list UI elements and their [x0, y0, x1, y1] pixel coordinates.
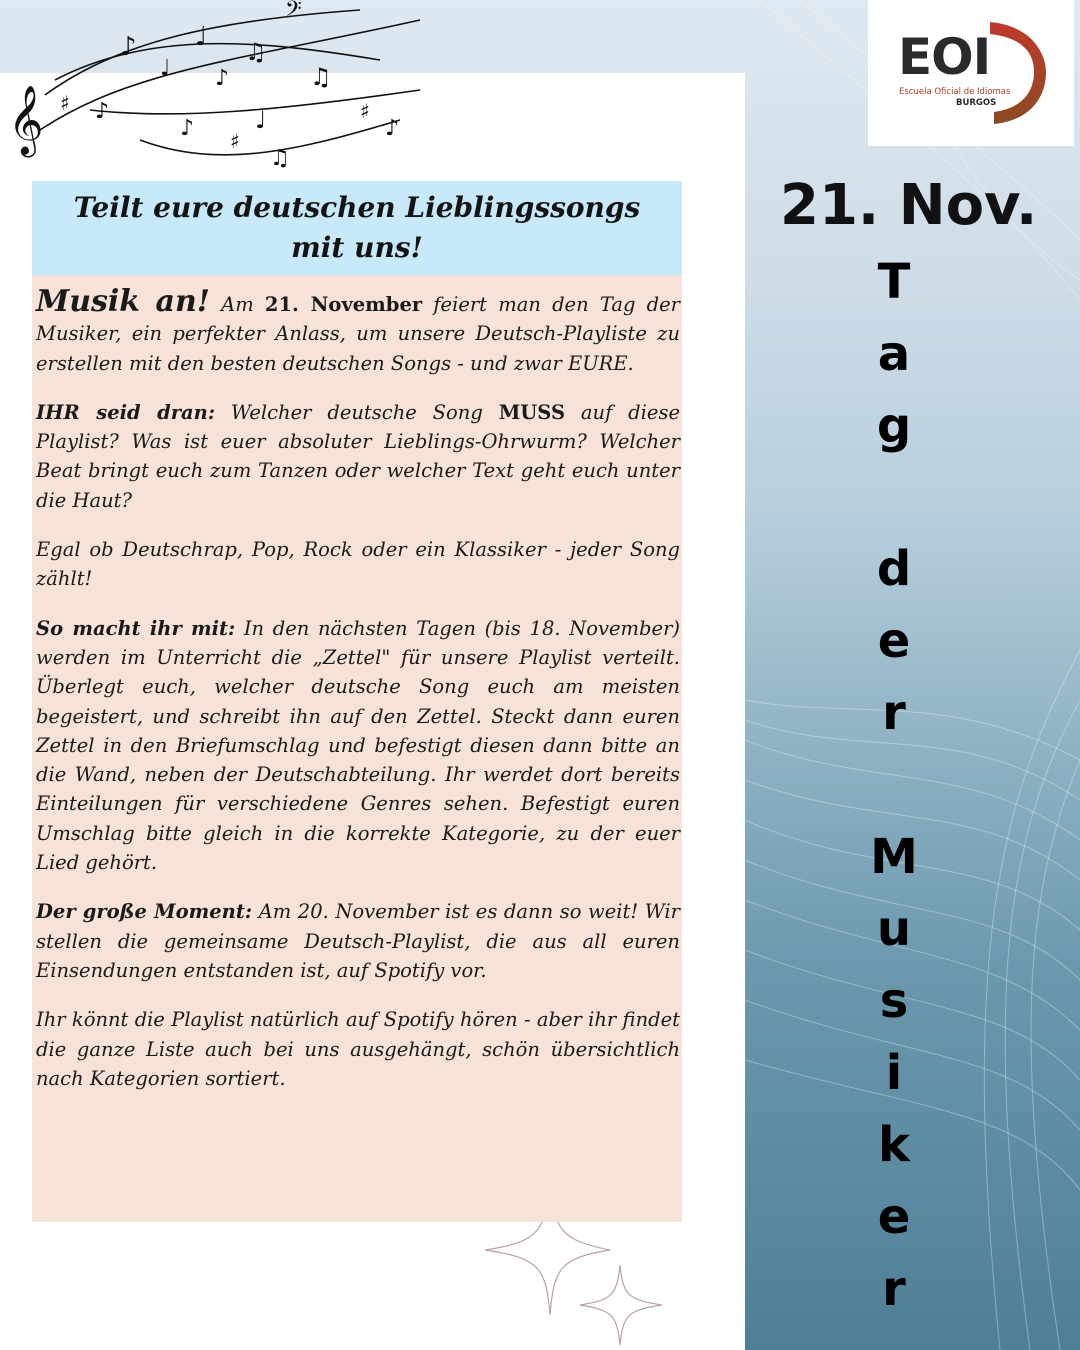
svg-text:♪: ♪	[95, 99, 110, 124]
paragraph-intro	[36, 284, 680, 378]
logo-city: BURGOS	[956, 98, 997, 108]
svg-text:♫: ♫	[310, 63, 332, 91]
text-segment: In den nächsten Tagen (bis 18. November) werden im Unterricht die „Zettel" für unsere Playlist verteilt. Überlegt euch, welcher deutsche Song euch am meisten begeistert, und schreibt ihn auf den Zettel. Steckt dann euren Zettel in den Briefumschlag und befestigt diesen dann bitte an die Wand, neben der Deutschabteilung. Ihr werdet dort bereits Einteilungen für verschiedene Genres sehen. Befestigt euren Umschlag bitte gleich in die korrekte Kategorie, zu der euer Lied gehört.	[36, 616, 681, 875]
lead-der-grosse-moment: Der große Moment:	[36, 900, 253, 924]
lead-ihr-seid-dran: IHR seid dran:	[36, 400, 216, 424]
lead-musik-an: Musik an!	[36, 284, 210, 319]
vertical-letter: r	[882, 1261, 906, 1317]
vertical-letter: e	[877, 613, 911, 669]
vertical-letter: u	[876, 901, 912, 957]
text-segment: Am 20. November ist es dann so weit! Wir stellen die gemeinsame Deutsch-Playlist, die aus all euren Einsendungen entstanden ist, auf Spotify vor.	[36, 900, 680, 982]
vertical-letter: d	[876, 541, 912, 597]
paragraph-genres	[36, 535, 680, 594]
vertical-letter: r	[882, 685, 906, 741]
paragraph-so-macht-ihr-mit	[36, 614, 680, 878]
highlight-date: 21. November	[264, 293, 423, 316]
highlight-muss: MUSS	[498, 400, 566, 424]
vertical-letter: g	[876, 398, 912, 454]
text-segment: Am	[209, 293, 265, 316]
paragraph-spotify	[36, 1005, 680, 1093]
text-segment: Ihr könnt die Playlist natürlich auf Spotify hören - aber ihr findet die ganze Liste auch bei uns ausgehängt, schön übersichtlich nach Kategorien sortiert.	[36, 1008, 680, 1090]
eoi-logo	[868, 0, 1074, 146]
vertical-letter: k	[878, 1117, 910, 1173]
lead-so-macht-ihr-mit: So macht ihr mit:	[36, 616, 236, 640]
text-segment: Welcher deutsche Song	[215, 400, 499, 424]
title-banner	[32, 181, 682, 275]
svg-text:♪: ♪	[180, 116, 195, 141]
logo-arc-icon	[984, 16, 1050, 128]
page-title: Teilt eure deutschen Lieblingssongs mit uns!	[73, 191, 641, 264]
event-date: 21. Nov.	[780, 173, 1038, 238]
text-segment: auf diese Playlist? Was ist euer absoluter Lieblings-Ohrwurm? Welcher Beat bringt euch zum Tanzen oder welcher Text geht euch unter die Haut?	[36, 400, 680, 512]
logo-wordmark: EOI	[898, 28, 991, 86]
svg-text:♩: ♩	[160, 56, 171, 81]
paragraph-der-grosse-moment	[36, 897, 680, 985]
text-segment: Egal ob Deutschrap, Pop, Rock oder ein Klassiker - jeder Song zählt!	[36, 538, 680, 591]
body-text-box	[32, 275, 682, 1222]
vertical-letter: s	[879, 973, 909, 1029]
text-segment: feiert man den Tag der Musiker, ein perfekter Anlass, um unsere Deutsch-Playliste zu erstellen mit den besten deutschen Songs - und zwar EURE.	[36, 293, 680, 375]
vertical-letter: i	[885, 1045, 903, 1101]
svg-text:♩: ♩	[195, 22, 208, 52]
svg-text:♪: ♪	[385, 116, 400, 141]
vertical-letter: a	[877, 326, 911, 382]
svg-text:♩: ♩	[255, 106, 267, 134]
vertical-letter: M	[870, 829, 918, 885]
vertical-letter: e	[877, 1189, 911, 1245]
svg-text:♫: ♫	[270, 146, 290, 171]
paragraph-ihr-seid-dran	[36, 398, 680, 515]
svg-text:♪: ♪	[215, 66, 230, 91]
svg-text:♯: ♯	[230, 129, 240, 153]
svg-text:♯: ♯	[60, 91, 70, 115]
svg-text:♪: ♪	[120, 32, 137, 62]
svg-text:𝄢: 𝄢	[285, 0, 302, 27]
vertical-letter: T	[877, 254, 911, 310]
svg-text:♯: ♯	[360, 99, 370, 123]
music-notes-decoration	[0, 0, 440, 180]
svg-text:♫: ♫	[245, 38, 267, 66]
svg-text:𝄞: 𝄞	[8, 85, 44, 155]
logo-subtitle: Escuela Oficial de Idiomas	[899, 87, 1011, 97]
